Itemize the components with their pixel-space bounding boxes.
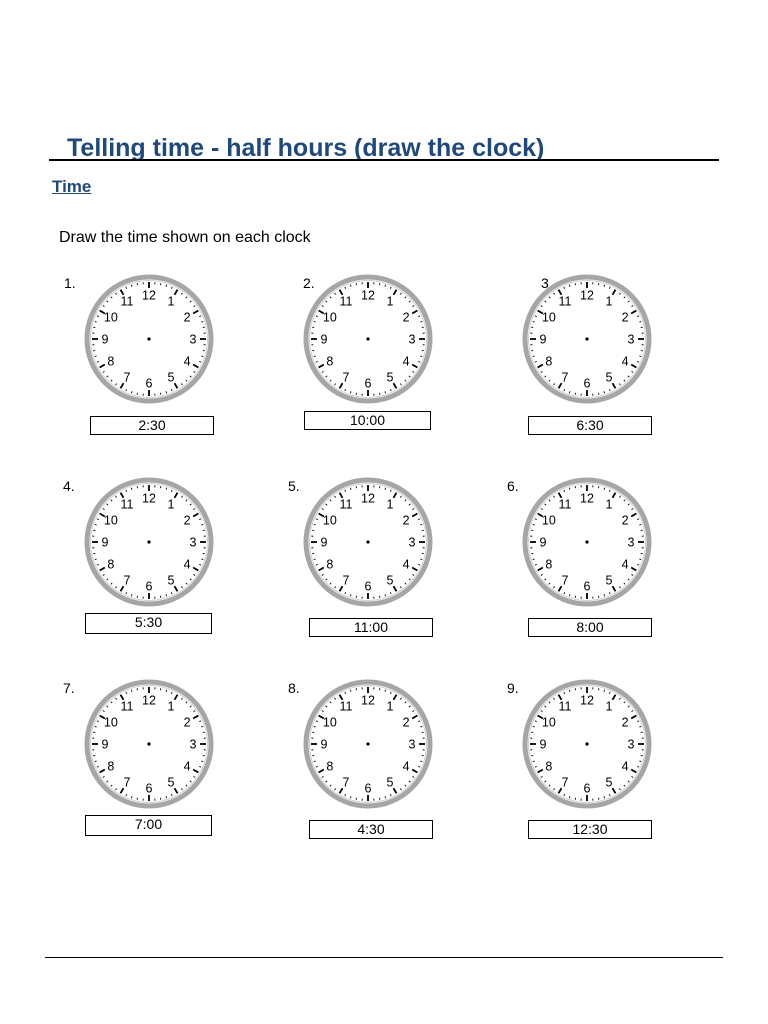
minute-tick — [95, 524, 97, 525]
minute-tick — [639, 321, 641, 322]
minute-tick — [533, 761, 535, 762]
hour-numeral: 5 — [167, 370, 175, 385]
exercise-number: 6. — [507, 478, 519, 494]
hour-numeral: 7 — [123, 775, 131, 790]
center-dot — [366, 742, 369, 745]
exercise-number: 9. — [507, 680, 519, 696]
minute-tick — [350, 690, 351, 692]
clock-face[interactable] — [522, 477, 652, 607]
time-label-box: 12:30 — [528, 820, 652, 839]
hour-numeral: 11 — [558, 497, 572, 512]
hour-numeral: 4 — [402, 557, 410, 572]
exercise-number: 3. — [541, 275, 553, 291]
hour-numeral: 5 — [386, 573, 394, 588]
hour-numeral: 3 — [408, 332, 416, 347]
hour-numeral: 3 — [627, 332, 635, 347]
hour-numeral: 6 — [145, 579, 153, 594]
hour-numeral: 1 — [605, 497, 613, 512]
hour-numeral: 9 — [320, 535, 328, 550]
minute-tick — [604, 594, 605, 596]
hour-numeral: 8 — [326, 354, 334, 369]
hour-numeral: 6 — [364, 376, 372, 391]
minute-tick — [350, 796, 351, 798]
minute-tick — [569, 488, 570, 490]
minute-tick — [569, 690, 570, 692]
hour-numeral: 8 — [107, 759, 115, 774]
hour-numeral: 8 — [545, 354, 553, 369]
minute-tick — [95, 321, 97, 322]
minute-tick — [131, 285, 132, 287]
minute-tick — [314, 356, 316, 357]
hour-numeral: 10 — [322, 310, 337, 325]
minute-tick — [95, 761, 97, 762]
minute-tick — [533, 559, 535, 560]
minute-tick — [131, 488, 132, 490]
time-label-box: 4:30 — [309, 820, 433, 839]
hour-numeral: 2 — [621, 715, 629, 730]
exercise-9 — [498, 677, 698, 867]
minute-tick — [385, 285, 386, 287]
clock-face[interactable] — [303, 274, 433, 404]
minute-tick — [420, 321, 422, 322]
clock-face[interactable] — [303, 679, 433, 809]
hour-numeral: 1 — [605, 699, 613, 714]
hour-numeral: 12 — [580, 491, 594, 506]
time-label-box: 8:00 — [528, 618, 652, 637]
hour-numeral: 1 — [605, 294, 613, 309]
hour-numeral: 9 — [101, 535, 109, 550]
exercise-number: 8. — [288, 680, 300, 696]
minute-tick — [385, 488, 386, 490]
hour-numeral: 1 — [167, 699, 175, 714]
minute-tick — [166, 594, 167, 596]
hour-numeral: 9 — [320, 737, 328, 752]
clock-face[interactable] — [84, 274, 214, 404]
hour-numeral: 1 — [386, 497, 394, 512]
minute-tick — [201, 524, 203, 525]
hour-numeral: 12 — [361, 693, 375, 708]
hour-numeral: 7 — [342, 370, 350, 385]
minute-tick — [385, 391, 386, 393]
minute-tick — [420, 761, 422, 762]
minute-tick — [350, 594, 351, 596]
clock-face[interactable] — [84, 679, 214, 809]
hour-numeral: 6 — [145, 781, 153, 796]
exercise-2 — [279, 272, 479, 462]
minute-tick — [533, 321, 535, 322]
hour-numeral: 8 — [326, 759, 334, 774]
hour-numeral: 1 — [386, 294, 394, 309]
minute-tick — [166, 285, 167, 287]
page-title: Telling time - half hours (draw the clock) — [67, 134, 545, 162]
exercise-number: 7. — [63, 680, 75, 696]
hour-numeral: 2 — [621, 310, 629, 325]
center-dot — [366, 337, 369, 340]
center-dot — [147, 742, 150, 745]
hour-numeral: 2 — [183, 715, 191, 730]
hour-numeral: 2 — [402, 513, 410, 528]
minute-tick — [166, 796, 167, 798]
time-label-box: 5:30 — [85, 613, 212, 634]
minute-tick — [131, 690, 132, 692]
hour-numeral: 12 — [580, 693, 594, 708]
hour-numeral: 2 — [183, 310, 191, 325]
hour-numeral: 10 — [322, 715, 337, 730]
minute-tick — [350, 391, 351, 393]
hour-numeral: 12 — [361, 491, 375, 506]
minute-tick — [639, 559, 641, 560]
title-underline — [49, 159, 719, 161]
minute-tick — [569, 391, 570, 393]
hour-numeral: 12 — [142, 491, 156, 506]
hour-numeral: 1 — [386, 699, 394, 714]
clock-face[interactable] — [522, 679, 652, 809]
hour-numeral: 11 — [120, 497, 134, 512]
exercise-number: 2. — [303, 275, 315, 291]
hour-numeral: 5 — [167, 573, 175, 588]
hour-numeral: 11 — [339, 699, 353, 714]
hour-numeral: 12 — [142, 693, 156, 708]
minute-tick — [166, 391, 167, 393]
hour-numeral: 4 — [402, 759, 410, 774]
clock-face[interactable] — [84, 477, 214, 607]
exercise-6 — [498, 475, 698, 665]
exercise-number: 4. — [63, 478, 75, 494]
exercise-3 — [498, 272, 698, 462]
hour-numeral: 5 — [605, 775, 613, 790]
hour-numeral: 5 — [605, 573, 613, 588]
minute-tick — [604, 690, 605, 692]
minute-tick — [314, 321, 316, 322]
minute-tick — [201, 559, 203, 560]
time-label-box: 10:00 — [304, 411, 431, 430]
hour-numeral: 7 — [561, 370, 569, 385]
exercise-4 — [60, 475, 260, 665]
hour-numeral: 3 — [408, 535, 416, 550]
exercise-1 — [60, 272, 260, 462]
hour-numeral: 8 — [326, 557, 334, 572]
hour-numeral: 1 — [167, 497, 175, 512]
minute-tick — [166, 488, 167, 490]
hour-numeral: 5 — [386, 370, 394, 385]
instructions: Draw the time shown on each clock — [59, 229, 311, 246]
exercise-number: 1. — [64, 275, 76, 291]
hour-numeral: 2 — [402, 310, 410, 325]
center-dot — [585, 337, 588, 340]
minute-tick — [131, 391, 132, 393]
minute-tick — [385, 594, 386, 596]
hour-numeral: 4 — [183, 759, 191, 774]
minute-tick — [604, 796, 605, 798]
hour-numeral: 9 — [101, 332, 109, 347]
hour-numeral: 4 — [183, 557, 191, 572]
minute-tick — [314, 726, 316, 727]
hour-numeral: 3 — [189, 737, 197, 752]
time-label-box: 6:30 — [528, 416, 652, 435]
clock-face[interactable] — [303, 477, 433, 607]
minute-tick — [533, 356, 535, 357]
exercise-7 — [60, 677, 260, 867]
hour-numeral: 7 — [561, 775, 569, 790]
hour-numeral: 2 — [402, 715, 410, 730]
hour-numeral: 6 — [145, 376, 153, 391]
minute-tick — [314, 761, 316, 762]
hour-numeral: 4 — [621, 557, 629, 572]
minute-tick — [385, 690, 386, 692]
center-dot — [147, 540, 150, 543]
hour-numeral: 2 — [183, 513, 191, 528]
center-dot — [585, 540, 588, 543]
hour-numeral: 8 — [107, 557, 115, 572]
hour-numeral: 5 — [167, 775, 175, 790]
time-label-box: 2:30 — [90, 416, 214, 435]
minute-tick — [350, 488, 351, 490]
minute-tick — [201, 356, 203, 357]
hour-numeral: 8 — [107, 354, 115, 369]
minute-tick — [639, 726, 641, 727]
hour-numeral: 9 — [539, 535, 547, 550]
hour-numeral: 9 — [101, 737, 109, 752]
hour-numeral: 11 — [120, 294, 134, 309]
hour-numeral: 5 — [386, 775, 394, 790]
hour-numeral: 10 — [541, 715, 556, 730]
hour-numeral: 7 — [561, 573, 569, 588]
minute-tick — [385, 796, 386, 798]
minute-tick — [420, 524, 422, 525]
hour-numeral: 10 — [103, 513, 118, 528]
minute-tick — [604, 391, 605, 393]
exercise-number: 5. — [288, 478, 300, 494]
hour-numeral: 6 — [364, 579, 372, 594]
hour-numeral: 3 — [189, 535, 197, 550]
footer-divider — [45, 957, 723, 958]
hour-numeral: 3 — [627, 535, 635, 550]
minute-tick — [533, 524, 535, 525]
hour-numeral: 9 — [320, 332, 328, 347]
minute-tick — [639, 524, 641, 525]
minute-tick — [201, 761, 203, 762]
minute-tick — [639, 761, 641, 762]
exercise-5 — [279, 475, 479, 665]
minute-tick — [95, 726, 97, 727]
hour-numeral: 7 — [342, 573, 350, 588]
hour-numeral: 8 — [545, 557, 553, 572]
hour-numeral: 11 — [120, 699, 134, 714]
hour-numeral: 11 — [558, 294, 572, 309]
hour-numeral: 4 — [402, 354, 410, 369]
hour-numeral: 12 — [361, 288, 375, 303]
hour-numeral: 10 — [541, 310, 556, 325]
minute-tick — [420, 356, 422, 357]
hour-numeral: 8 — [545, 759, 553, 774]
hour-numeral: 4 — [621, 759, 629, 774]
hour-numeral: 10 — [322, 513, 337, 528]
minute-tick — [131, 594, 132, 596]
minute-tick — [639, 356, 641, 357]
minute-tick — [95, 356, 97, 357]
hour-numeral: 11 — [339, 294, 353, 309]
minute-tick — [201, 726, 203, 727]
hour-numeral: 12 — [142, 288, 156, 303]
hour-numeral: 6 — [583, 781, 591, 796]
hour-numeral: 9 — [539, 737, 547, 752]
center-dot — [585, 742, 588, 745]
hour-numeral: 10 — [541, 513, 556, 528]
minute-tick — [95, 559, 97, 560]
hour-numeral: 3 — [408, 737, 416, 752]
minute-tick — [350, 285, 351, 287]
minute-tick — [569, 285, 570, 287]
hour-numeral: 6 — [364, 781, 372, 796]
minute-tick — [604, 488, 605, 490]
hour-numeral: 10 — [103, 310, 118, 325]
hour-numeral: 4 — [183, 354, 191, 369]
hour-numeral: 11 — [558, 699, 572, 714]
hour-numeral: 3 — [189, 332, 197, 347]
time-label-box: 11:00 — [309, 618, 433, 637]
minute-tick — [420, 559, 422, 560]
hour-numeral: 6 — [583, 579, 591, 594]
hour-numeral: 5 — [605, 370, 613, 385]
hour-numeral: 7 — [123, 573, 131, 588]
minute-tick — [533, 726, 535, 727]
minute-tick — [604, 285, 605, 287]
hour-numeral: 12 — [580, 288, 594, 303]
minute-tick — [314, 559, 316, 560]
hour-numeral: 2 — [621, 513, 629, 528]
hour-numeral: 3 — [627, 737, 635, 752]
section-heading: Time — [52, 177, 92, 196]
hour-numeral: 11 — [339, 497, 353, 512]
minute-tick — [131, 796, 132, 798]
hour-numeral: 6 — [583, 376, 591, 391]
minute-tick — [201, 321, 203, 322]
hour-numeral: 7 — [123, 370, 131, 385]
center-dot — [147, 337, 150, 340]
minute-tick — [420, 726, 422, 727]
center-dot — [366, 540, 369, 543]
minute-tick — [314, 524, 316, 525]
hour-numeral: 4 — [621, 354, 629, 369]
minute-tick — [166, 690, 167, 692]
time-label-box: 7:00 — [85, 815, 212, 836]
hour-numeral: 7 — [342, 775, 350, 790]
hour-numeral: 1 — [167, 294, 175, 309]
hour-numeral: 9 — [539, 332, 547, 347]
hour-numeral: 10 — [103, 715, 118, 730]
clock-face[interactable] — [522, 274, 652, 404]
minute-tick — [569, 594, 570, 596]
exercise-8 — [279, 677, 479, 867]
minute-tick — [569, 796, 570, 798]
